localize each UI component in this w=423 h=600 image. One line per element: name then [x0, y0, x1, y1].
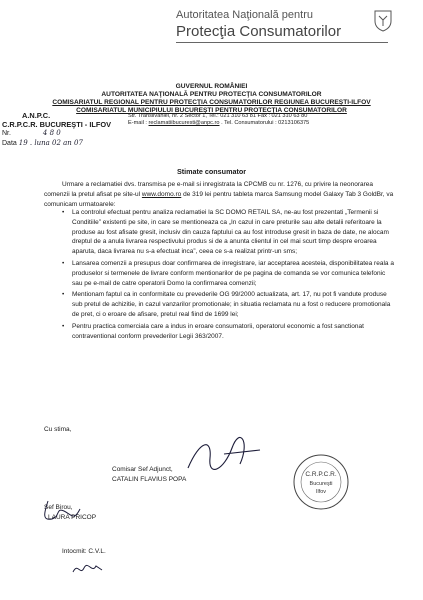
list-item: • Pentru practica comerciala care a indus in eroare consumatorii, operatorul economic a fost sanctionat contraventional conform prevederilor Legii 363/2007. — [62, 322, 396, 342]
registry-box — [2, 112, 122, 148]
contact-phone: Tel. Consumatorului : 0213106375 — [224, 120, 310, 127]
list-item: • La controlul efectuat pentru analiza reclamatiei la SC DOMO RETAIL SA, ne-au fost prezentati „Termenii si Conditiile” existenti pe site, in care se mentioneaza ca „In cazul in care preturile sau alte detalii referitoare la produse au fost afisate gresit, inclusiv din cauza faptului ca au fost introduse gresit in baza de date, ne alocam dreptul de a anula livrarea respectivului produs si de a anunta clientul in cel mai scurt timp despre eroarea aparuta, daca livrarea nu s-a efectuat inca”, ceea ce s-a realizat printr-un sms; — [62, 208, 396, 257]
drafted-by: Intocmit: C.V.L. — [62, 548, 106, 555]
findings-list — [62, 208, 396, 343]
signatory2-title: Sef Birou, — [44, 504, 73, 511]
stamp-line-1: C.R.P.C.R. — [305, 471, 337, 478]
agency-name-line2: Protecţia Consumatorilor — [176, 23, 342, 40]
registry-line-2: C.R.P.C.R. BUCUREŞTI - ILFOV — [2, 119, 112, 129]
official-stamp-icon — [292, 453, 350, 511]
signature-1-icon — [180, 430, 270, 480]
signatory1-title: Comisar Sef Adjunct, — [112, 466, 173, 473]
list-item: • Lansarea comenzii a presupus doar confirmarea de inregistrare, iar acceptarea acesteia, disponibilitatea reala a produselor si termenele de livrare conform mentionarilor de pe pagina de comanda se vor comunica telefonic sau pe e-mail de catre operatorii Domo la confirmarea comenzii; — [62, 259, 396, 288]
contact-email-link[interactable]: reclamatiibucuresti@anpc.ro — [148, 120, 220, 127]
signature-2-icon — [38, 495, 88, 527]
domo-link[interactable]: www.domo.ro — [141, 190, 182, 198]
contact-address: Str. Transilvaniei, nr. 2 Sector 1, Tel.: 021 310 63 81 Fax : 021 310 63 80 — [128, 113, 308, 119]
signatory1-name: CATALIN FLAVIUS POPA — [112, 476, 187, 483]
gov-line-1: GUVERNUL ROMÂNIEI — [175, 83, 248, 90]
gov-line-3: COMISARIATUL REGIONAL PENTRU PROTECŢIA CONSUMATORILOR REGIUNEA BUCUREŞTI-ILFOV — [52, 99, 371, 106]
registry-line-1: A.N.P.C. — [22, 111, 51, 120]
list-item: • Mentionam faptul ca in conformitate cu prevederile OG 99/2000 actualizata, art. 17, nu pot fi vandute produse sub pretul de achizitie, in cazul vanzarilor promotionale; in situatia reclamata nu a fost o reducere promotionala de pret, ci o eroare de afisare, pretul real fiind de 1699 lei; — [62, 290, 396, 319]
salutation: Stimate consumator — [176, 167, 247, 176]
stamp-line-3: Ilfov — [315, 489, 327, 495]
coat-of-arms-icon — [372, 8, 394, 32]
closing: Cu stima, — [44, 426, 72, 433]
header-divider — [176, 42, 388, 43]
registry-date: Data 19 . luna 02 an 07 — [2, 138, 83, 147]
contact-block — [128, 113, 309, 127]
gov-line-2: AUTORITATEA NAŢIONALĂ PENTRU PROTECŢIA CONSUMATORILOR — [101, 91, 322, 98]
initials-signature-icon — [70, 560, 106, 578]
intro-paragraph: Urmare a reclamatiei dvs. transmisa pe e-mail si inregistrata la CPCMB cu nr. 1276, cu privire la neonorarea comenzii la pretul afisat pe site-ul www.domo.ro de 319 lei pentru tableta marca Samsung model Galaxy Tab 3 GoldBr, va comunicam urmatoarele: — [44, 181, 394, 208]
gov-line-4: COMISARIATUL MUNICIPIULUI BUCUREŞTI PENTRU PROTECŢIA CONSUMATORILOR — [76, 107, 347, 114]
signatory2-name: LAURA PRICOP — [48, 514, 97, 521]
registry-number: Nr. 4 8 0 — [2, 129, 61, 137]
contact-email-row: E-mail : reclamatiibucuresti@anpc.ro . Tel. Consumatorului : 0213106375 — [128, 120, 310, 127]
agency-name-line1: Autoritatea Naţională pentru — [176, 9, 313, 21]
stamp-line-2: Bucureşti — [309, 481, 333, 487]
